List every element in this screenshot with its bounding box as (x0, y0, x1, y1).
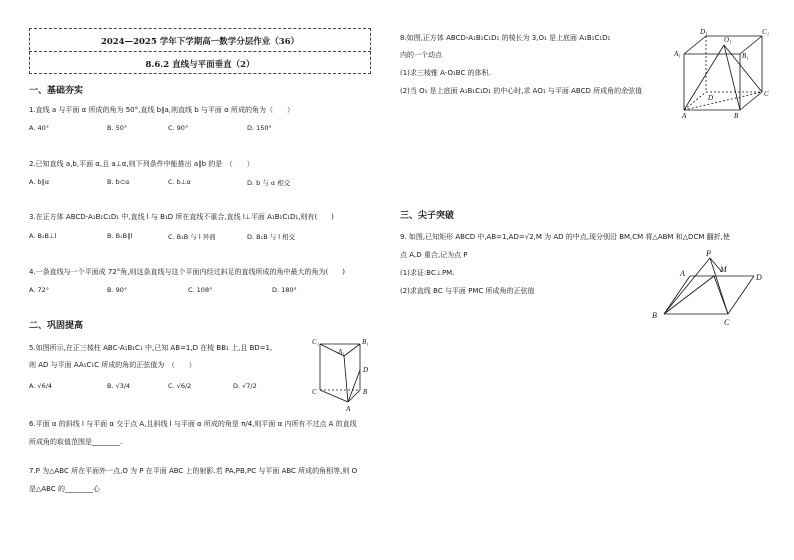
cube-label-o1: O₁ (724, 36, 732, 44)
cube-label-d: D (708, 94, 714, 102)
q2-stem: 2.已知直线 a,b,平面 α,且 a⊥α,则下列条件中能推出 a∥b 的是 （ ） (29, 160, 254, 168)
section-basic: 一、基础夯实 (29, 86, 84, 96)
q7-line1: 7.P 为△ABC 所在平面外一点,O 为 P 在平面 ABC 上的射影.若 PA,PB,PC 与平面 ABC 所成的角相等,则 O (29, 467, 358, 475)
cube-label-d1: D₁ (700, 28, 708, 36)
fold-figure (646, 248, 771, 328)
q2-option-b: B. b⊂α (107, 178, 130, 186)
edge-a1a (344, 356, 348, 402)
prism-figure (308, 334, 378, 414)
q9-line4: (2)求直线 BC 与平面 PMC 所成角的正弦值 (400, 287, 535, 295)
edge-a1b1 (344, 344, 360, 356)
q5-line2: 则 AD 与平面 AA₁C₁C 所成的角的正弦值为 （ ） (29, 361, 196, 369)
q2-option-c: C. b⊥α (168, 178, 191, 186)
q3-option-b: B. B₁B∥l (107, 232, 133, 240)
fold-label-d: D (756, 273, 762, 282)
segment-ao1 (684, 45, 724, 110)
q3-option-a: A. B₁B⊥l (29, 232, 57, 240)
prism-label-d: D (363, 366, 369, 374)
page-subtitle: 8.6.2 直线与平面垂直（2） (145, 60, 255, 70)
fold-label-m: M (720, 265, 727, 274)
prism-label-a: A (346, 405, 351, 413)
cube-label-a1: A₁ (674, 50, 681, 58)
q5-option-b: B. √3/4 (107, 382, 131, 390)
q4-option-a: A. 72° (29, 286, 49, 294)
fold-label-b: B (652, 311, 657, 320)
q6-line1: 6.平面 α 的斜线 l 与平面 α 交于点 A,且斜线 l 与平面 α 所成的角是 π/4,则平面 α 内所有不过点 A 的直线 (29, 420, 357, 428)
q5-option-c: C. √6/2 (168, 382, 192, 390)
cube-label-c: C (764, 90, 769, 98)
q1-option-b: B. 50° (107, 124, 128, 132)
segment-ad (348, 370, 360, 402)
prism-label-b: B (363, 388, 368, 396)
q1-option-c: C. 90° (168, 124, 189, 132)
q8-line4: (2)当 O₁ 是上底面 A₁B₁C₁D₁ 的中心时,求 AO₁ 与平面 ABCD 所成角的余弦值 (400, 87, 643, 95)
section-consolidate: 二、巩固提高 (29, 321, 84, 331)
q1-stem: 1.直线 a 与平面 α 所成的角为 50°,直线 b∥a,则直线 b 与平面 α 所成的角为（ ） (29, 106, 294, 114)
page-title: 2024—2025 学年下学期高一数学分层作业（36） (100, 37, 300, 47)
q8-line2: 内的一个动点 (400, 51, 442, 59)
edge-ab (348, 390, 360, 402)
segment-ac-hidden (684, 92, 762, 110)
q1-option-d: D. 150° (247, 124, 272, 132)
q8-line1: 8.如图,正方体 ABCD-A₁B₁C₁D₁ 的棱长为 3,O₁ 是上底面 A₁B₁C₁D₁ (400, 34, 611, 42)
prism-label-a1: A₁ (338, 348, 345, 356)
edge-a1d1 (684, 36, 706, 54)
prism-label-c1: C₁ (312, 338, 320, 346)
q9-line3: (1)求证:BC⊥PM. (400, 269, 455, 277)
q5-option-d: D. √7/2 (233, 382, 257, 390)
q6-line2: 所成角的取值范围是________. (29, 438, 123, 446)
cube-label-c1: C₁ (762, 28, 770, 36)
q4-stem: 4.一条直线与一个平面成 72°角,则这条直线与这个平面内经过斜足的直线所成的角中最大的角为( ) (29, 268, 345, 276)
q4-option-b: B. 90° (107, 286, 128, 294)
q3-stem: 3.在正方体 ABCD-A₁B₁C₁D₁ 中,直线 l 与 B₁D 所在直线不重合,直线 l⊥平面 A₁B₁C₁D₁,则有( ) (29, 213, 334, 221)
prism-label-c: C (312, 388, 317, 396)
prism-label-b1: B₁ (362, 338, 369, 346)
section-advanced: 三、尖子突破 (400, 211, 455, 221)
edge-dc (728, 276, 754, 314)
q8-line3: (1)求三棱锥 A-O₁BC 的体积. (400, 69, 491, 77)
q4-option-d: D. 180° (272, 286, 297, 294)
fold-label-c: C (724, 318, 730, 327)
header-divider (29, 51, 371, 52)
q3-option-d: D. B₁B 与 l 相交 (247, 233, 296, 241)
q1-option-a: A. 40° (29, 124, 49, 132)
crease-bm (664, 276, 714, 314)
fold-label-p: P (706, 249, 711, 258)
q2-option-a: A. b∥α (29, 178, 50, 186)
q4-option-c: C. 108° (188, 286, 213, 294)
fold-label-a: A (680, 269, 685, 278)
q2-option-d: D. b 与 α 相交 (247, 179, 291, 187)
q5-line1: 5.如图所示,在正三棱柱 ABC-A₁B₁C₁ 中,已知 AB=1,D 在棱 BB₁ 上,且 BD=1, (29, 344, 273, 352)
cube-label-b1: B₁ (742, 52, 749, 60)
cube-figure (672, 24, 772, 120)
edge-ad-hidden (684, 92, 706, 110)
cube-label-b: B (734, 112, 739, 120)
q3-option-c: C. B₁B 与 l 异面 (168, 233, 216, 241)
cube-label-a: A (682, 112, 687, 120)
q7-line2: 是△ABC 的________心 (29, 485, 100, 493)
q9-line2: 点 A,D 重合,记为点 P (400, 251, 468, 259)
q9-line1: 9. 如图,已知矩形 ABCD 中,AB=1,AD=√2,M 为 AD 的中点,现分别沿 BM,CM 将△ABM 和△DCM 翻折,使 (400, 233, 730, 241)
segment-pb (664, 258, 710, 314)
q5-option-a: A. √6/4 (29, 382, 53, 390)
edge-ca (320, 390, 348, 402)
edge-ba (664, 276, 690, 314)
